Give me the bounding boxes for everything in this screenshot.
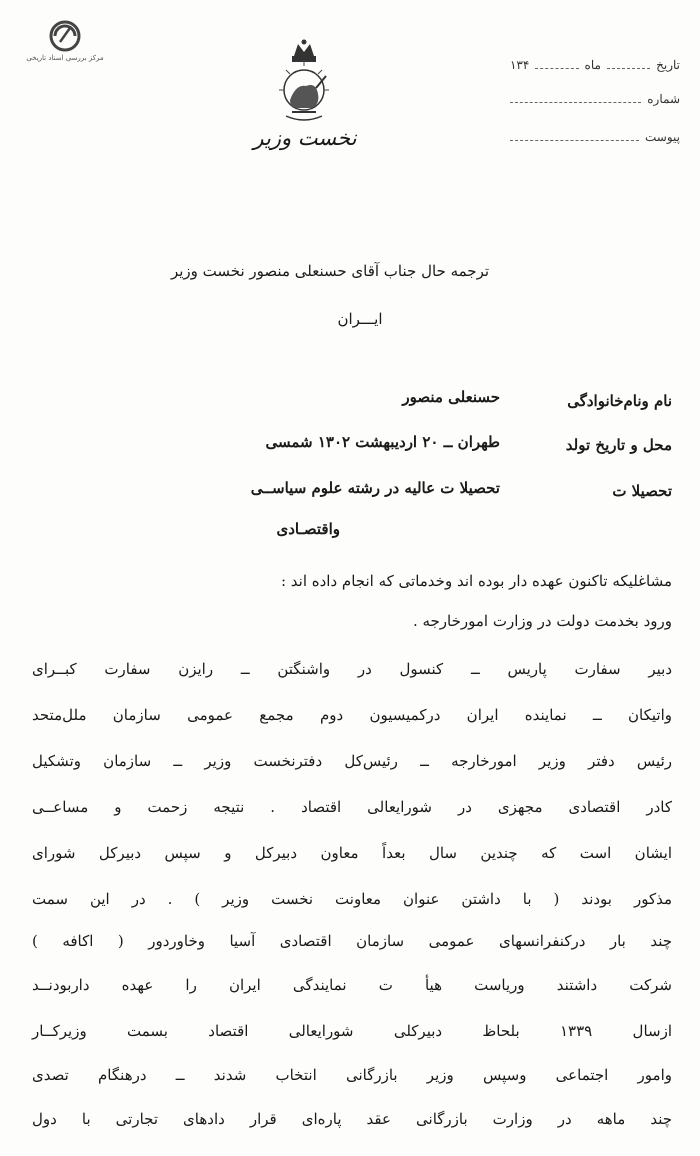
meta-date-line <box>607 68 650 69</box>
watermark-text: مرکز بررسی اسناد تاریخی <box>26 54 104 62</box>
meta-number-field <box>510 92 680 106</box>
meta-attachment-label: پیوست <box>645 130 680 144</box>
career-intro: مشاغلیکه تاکنون عهده دار بوده اند وخدماتی که انجام داده اند : <box>280 572 672 590</box>
body-line: چند بار درکنفرانسهای عمومی سازمان اقتصادی آسیا وخاوردور ( اکافه ) <box>32 932 672 950</box>
document-title: ترجمه حال جناب آقای حسنعلی منصور نخست وزیر <box>170 262 490 280</box>
meta-year-value: ۱۳۴ <box>509 58 530 72</box>
meta-month-label: ماه <box>584 58 601 72</box>
field-value-education: تحصیلا ت عالیه در رشته علوم سیاســی <box>250 479 500 497</box>
meta-date-field <box>510 58 680 72</box>
meta-number-label: شماره <box>647 92 680 106</box>
field-label-birth: محل و تاریخ تولد <box>565 436 672 454</box>
body-line: ازسال ۱۳۳۹ بلحاظ دبیرکلی شورایعالی اقتصاد بسمت وزیرکــار <box>32 1022 673 1040</box>
career-entry: ورود بخدمت دولت در وزارت امورخارجه . <box>412 612 672 630</box>
body-line: چند ماهه در وزارت بازرگانی عقد پاره‌ای قرار دادهای تجارتی با دول <box>32 1110 672 1128</box>
field-label-name: نام ونام‌خانوادگی <box>567 392 672 410</box>
meta-date-label: تاریخ <box>656 58 680 72</box>
body-line: مذکور بودند ( با داشتن عنوان معاونت نخست وزیر ) . در این سمت <box>32 890 672 908</box>
field-value-birth: طهران ــ ۲۰ اردیبهشت ۱۳۰۲ شمسی <box>265 433 500 451</box>
body-line: وامور اجتماعی وسپس وزیر بازرگانی انتخاب شدند ــ درهنگام تصدی <box>32 1066 672 1084</box>
lion-and-sun-crown-emblem <box>272 38 336 126</box>
letterhead-office-title: نخست وزیر <box>253 126 357 150</box>
field-value-education-continuation: واقتصـادی <box>276 520 340 538</box>
meta-attachment-field <box>510 130 680 144</box>
archive-logo-icon <box>10 20 120 54</box>
body-line: رئیس دفتر وزیر امورخارجه ــ رئیس‌کل دفترنخست وزیر ــ سازمان وتشکیل <box>32 752 672 770</box>
body-line: شرکت داشتند وریاست هیأ ت نمایندگی ایران را عهده داربودنــد <box>32 976 672 994</box>
archive-watermark <box>10 20 120 72</box>
meta-attachment-line <box>510 140 639 141</box>
meta-month-line <box>535 68 578 69</box>
field-value-name: حسنعلی منصور <box>402 388 500 406</box>
meta-number-line <box>510 102 641 103</box>
body-line: دبیر سفارت پاریس ــ کنسول در واشنگتن ــ رایزن سفارت کبــرای <box>32 660 672 678</box>
body-line: ایشان است که چندین سال بعداً معاون دبیرکل و سپس دبیرکل شورای <box>32 844 672 862</box>
body-line: کادر اقتصادی مجهزی در شورایعالی اقتصاد . نتیجه زحمت و مساعــی <box>32 798 672 816</box>
body-line: واتیکان ــ نماینده ایران درکمیسیون دوم مجمع عمومی سازمان ملل‌متحد <box>32 706 672 724</box>
field-label-education: تحصیلا ت <box>612 482 672 500</box>
document-country: ایـــران <box>337 310 383 328</box>
